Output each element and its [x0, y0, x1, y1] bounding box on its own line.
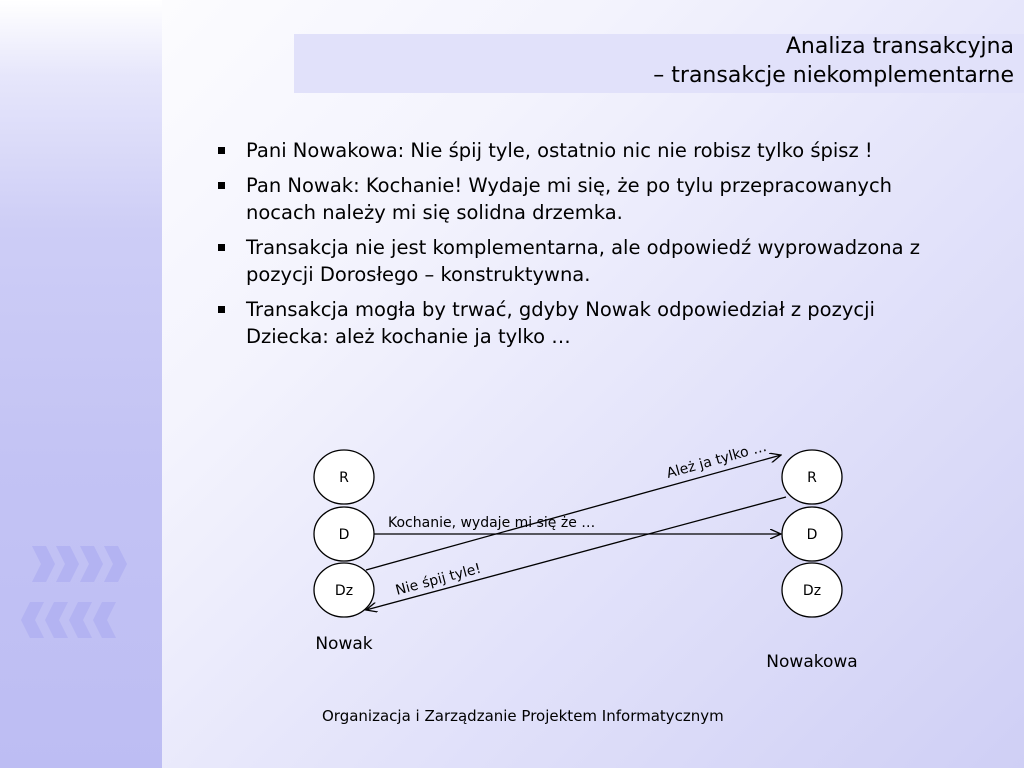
- slide-title: Analiza transakcyjna: [785, 34, 1014, 59]
- bullet-text: Pan Nowak: Kochanie! Wydaje mi się, że po tylu przepracowanych nocach należy mi się solidna drzemka.: [246, 174, 893, 224]
- bullet-text: Transakcja nie jest komplementarna, ale odpowiedź wyprowadzona z pozycji Dorosłego – konstruktywna.: [246, 236, 921, 286]
- slide-subtitle: – transakcje niekomplementarne: [653, 63, 1014, 88]
- slide-footer: Organizacja i Zarządzanie Projektem Informatycznym: [322, 707, 724, 725]
- arrow-nie-spij-tyle: [366, 497, 786, 610]
- nowakowa-dz-label: Dz: [802, 583, 822, 599]
- nowak-dz-label: Dz: [334, 583, 354, 599]
- arrow-label-nie-spij: Nie śpij tyle!: [393, 560, 483, 599]
- person-label-nowak: Nowak: [315, 634, 373, 654]
- nowak-r-label: R: [339, 470, 349, 486]
- nowakowa-d-label: D: [806, 527, 818, 543]
- arrow-alez-ja-tylko: [366, 455, 781, 570]
- arrow-label-alez: Ależ ja tylko …: [664, 438, 769, 482]
- bullet-text: Transakcja mogła by trwać, gdyby Nowak odpowiedział z pozycji Dziecka: ależ kochanie ja tylko …: [246, 298, 875, 348]
- arrow-label-kochanie: Kochanie, wydaje mi się że …: [388, 515, 596, 531]
- bullet-text: Pani Nowakowa: Nie śpij tyle, ostatnio nic nie robisz tylko śpisz !: [246, 139, 873, 162]
- person-label-nowakowa: Nowakowa: [766, 652, 858, 672]
- nowakowa-r-label: R: [807, 470, 817, 486]
- nowak-d-label: D: [338, 527, 350, 543]
